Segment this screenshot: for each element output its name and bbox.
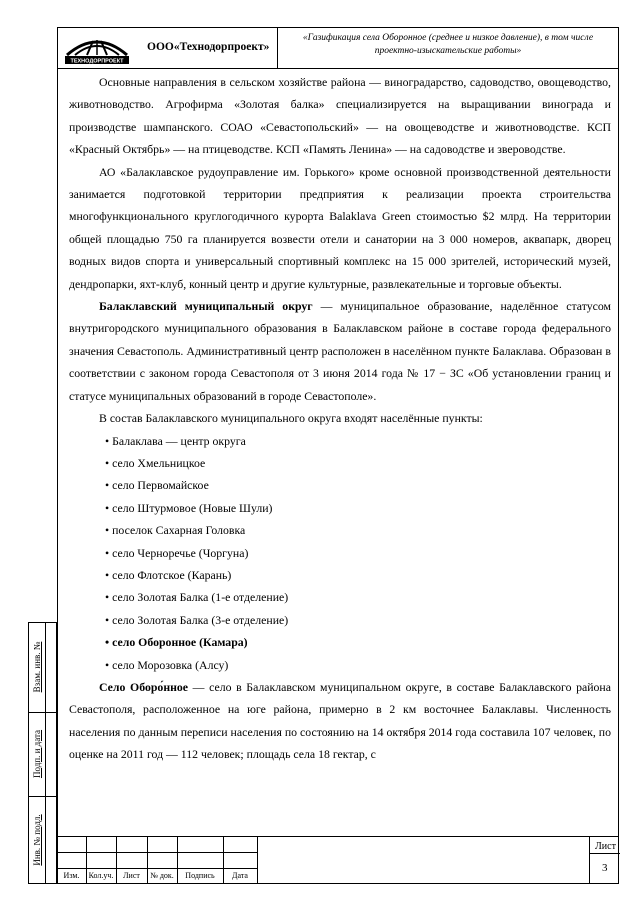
village-description: — село в Балаклавском муниципальном округе, в составе Балаклавского района Севастополя, расположенное на юге района, примерно в 2 км восточнее Балаклавы. Численность населения по данным переписи населения по состоянию на 14 октября 2014 года составила 107 человек, по оценке на 2011 год — 112 человек; площадь села 18 гектар, с xyxy=(69,679,611,762)
paragraph-mining-administration: АО «Балаклавское рудоуправление им. Горького» кроме основной производственной деятельности занимается подготовкой территории предприятия к реализации проекта строительства многофункционального круглогодичного курорта Balaklava Green стоимостью $2 млрд. На территории общей площадью 750 га планируется возвести отели и санатории на 3 000 номеров, аквапарк, дворец водных видов спорта и универсальный спортивный комплекс на 15 000 зрителей, исторический музей, дендропарки, яхт-клуб, конный центр и другие культурные, развлекательные и торговые объекты. xyxy=(69,164,611,291)
list-item: • село Штурмовое (Новые Шули) xyxy=(105,500,273,515)
project-title-line2: проектно-изыскательские работы» xyxy=(374,46,522,56)
paragraph-agriculture: Основные направления в сельском хозяйстве района — виноградарство, садоводство, овощеводство, животноводство. Агрофирма «Золотая балка» специализируется на выращивании винограда и производстве шампанского. СОАО «Севастопольский» — на овощеводстве и животноводстве. КСП «Красный Октябрь» — на птицеводстве. КСП «Память Ленина» — на садоводстве и звероводстве. xyxy=(69,75,611,157)
paragraph-municipal-district xyxy=(69,295,611,407)
paragraph-oboronnoe xyxy=(69,676,611,766)
paragraph-settlements-intro: В состав Балаклавского муниципального округа входят населённые пункты: xyxy=(99,411,483,426)
stamp-col-signature: Подпись xyxy=(185,871,215,880)
stamp-col-change: Изм. xyxy=(63,871,80,880)
logo-text: ТЕХНОДОРПРОЕКТ xyxy=(70,58,124,65)
page-header xyxy=(57,27,619,69)
stamp-col-doc: № док. xyxy=(150,871,174,880)
logo-cell xyxy=(57,27,278,68)
company-logo xyxy=(63,31,131,65)
stamp-row-line xyxy=(57,852,257,853)
list-item: • село Хмельницкое xyxy=(105,455,206,470)
side-label-signature-date: Подп. и дата xyxy=(31,729,42,779)
list-item: • село Черноречье (Чоргуна) xyxy=(105,545,249,560)
title-block xyxy=(57,836,619,884)
project-title xyxy=(282,32,614,58)
stamp-row-line xyxy=(57,868,257,869)
side-label-original-inv: Инв. № подл. xyxy=(31,814,42,866)
company-name: ООО«Технодорпроект» xyxy=(147,41,270,53)
side-stamp-column xyxy=(45,622,57,884)
district-definition: — муниципальное образование, наделённое статусом внутригородского муниципального образования в Балаклавском районе в составе города федерального значения Севастополь. Административный центр расположен в населённом пункте Балаклава. Образован в соответствии с законом города Севастополя от 3 июня 2014 года № 17 − ЗС «Об установлении границ и статусе муниципальных образований в городе Севастополе». xyxy=(69,299,611,403)
list-item: • село Золотая Балка (3-е отделение) xyxy=(105,612,289,627)
document-body xyxy=(69,71,611,766)
list-item-highlighted: • село Оборонное (Камара) xyxy=(105,635,248,650)
district-term: Балаклавский муниципальный округ xyxy=(99,299,313,314)
list-item: • село Флотское (Карань) xyxy=(105,567,232,582)
stamp-col-sheet: Лист xyxy=(123,871,140,880)
list-item: • Балаклава — центр округа xyxy=(105,433,246,448)
stamp-col-count: Кол.уч. xyxy=(88,871,114,880)
village-term: Село Оборо́нное xyxy=(99,679,189,694)
list-item: • село Золотая Балка (1-е отделение) xyxy=(105,590,289,605)
list-item: • село Морозовка (Алсу) xyxy=(105,657,229,672)
list-item: • поселок Сахарная Головка xyxy=(105,523,246,538)
list-item: • село Первомайское xyxy=(105,478,209,493)
settlements-list xyxy=(69,430,611,676)
sheet-number: 3 xyxy=(602,862,608,874)
side-label-replacement-inv: Взам. инв. № xyxy=(31,641,42,693)
stamp-col-line xyxy=(257,837,258,884)
project-title-line1: «Газификация села Оборонное (среднее и низкое давление), в том числе xyxy=(302,33,594,43)
sheet-label: Лист xyxy=(595,841,616,852)
stamp-col-date: Дата xyxy=(232,871,248,880)
